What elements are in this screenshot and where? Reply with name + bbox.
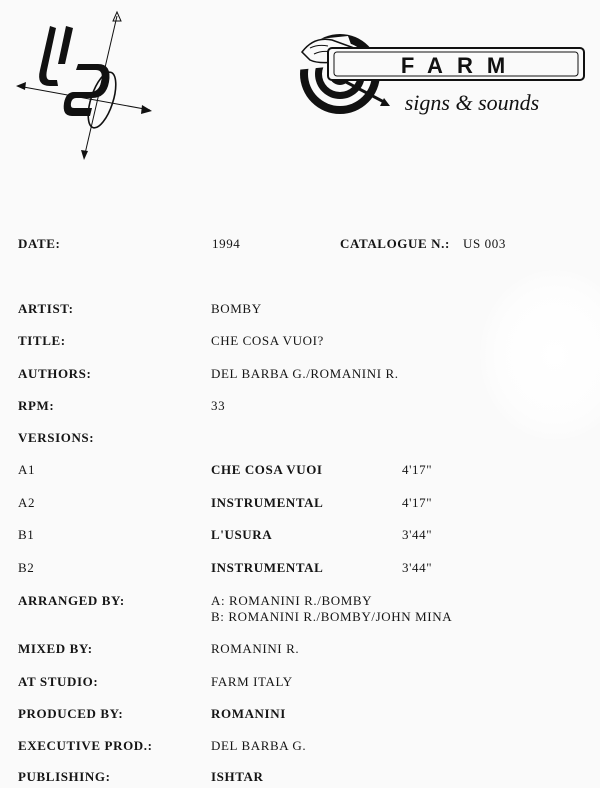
paper-smudge: [480, 270, 600, 440]
rpm-label: RPM:: [18, 398, 55, 413]
catalogue-value: US 003: [463, 236, 506, 251]
farm-logo-tagline: signs & sounds: [404, 90, 540, 115]
farm-logo-word: FARM: [400, 53, 520, 78]
artist-value: BOMBY: [211, 301, 262, 316]
farm-logo: [288, 22, 588, 117]
exec-value: DEL BARBA G.: [211, 738, 307, 753]
mixed-value: ROMANINI R.: [211, 641, 300, 656]
versions-label: VERSIONS:: [18, 430, 95, 445]
version-title: L'USURA: [211, 527, 273, 542]
authors-value: DEL BARBA G./ROMANINI R.: [211, 366, 399, 381]
catalogue-label: CATALOGUE N.:: [340, 236, 450, 251]
arranged-line-b: B: ROMANINI R./BOMBY/JOHN MINA: [211, 609, 453, 624]
version-side: A2: [18, 495, 36, 510]
version-title: INSTRUMENTAL: [211, 495, 324, 510]
title-label: TITLE:: [18, 333, 66, 348]
arranged-line-a: A: ROMANINI R./BOMBY: [211, 593, 373, 608]
version-time: 3'44": [402, 527, 433, 542]
produced-value: ROMANINI: [211, 706, 286, 721]
date-label: DATE:: [18, 236, 61, 251]
studio-value: FARM ITALY: [211, 674, 293, 689]
produced-label: PRODUCED BY:: [18, 706, 124, 721]
artist-label: ARTIST:: [18, 301, 74, 316]
version-time: 3'44": [402, 560, 433, 575]
authors-label: AUTHORS:: [18, 366, 92, 381]
studio-label: AT STUDIO:: [18, 674, 99, 689]
rpm-value: 33: [211, 398, 226, 413]
version-side: B2: [18, 560, 35, 575]
us-records-logo: [14, 8, 154, 168]
date-value: 1994: [212, 236, 241, 251]
version-side: B1: [18, 527, 35, 542]
version-title: INSTRUMENTAL: [211, 560, 324, 575]
title-value: CHE COSA VUOI?: [211, 333, 324, 348]
mixed-label: MIXED BY:: [18, 641, 93, 656]
version-title: CHE COSA VUOI: [211, 462, 323, 477]
exec-label: EXECUTIVE PROD.:: [18, 738, 153, 753]
version-side: A1: [18, 462, 36, 477]
publishing-label: PUBLISHING:: [18, 769, 111, 784]
publishing-value: ISHTAR: [211, 769, 264, 784]
version-time: 4'17": [402, 495, 433, 510]
us-logo-text: US: [54, 157, 57, 159]
version-time: 4'17": [402, 462, 433, 477]
arranged-label: ARRANGED BY:: [18, 593, 125, 608]
